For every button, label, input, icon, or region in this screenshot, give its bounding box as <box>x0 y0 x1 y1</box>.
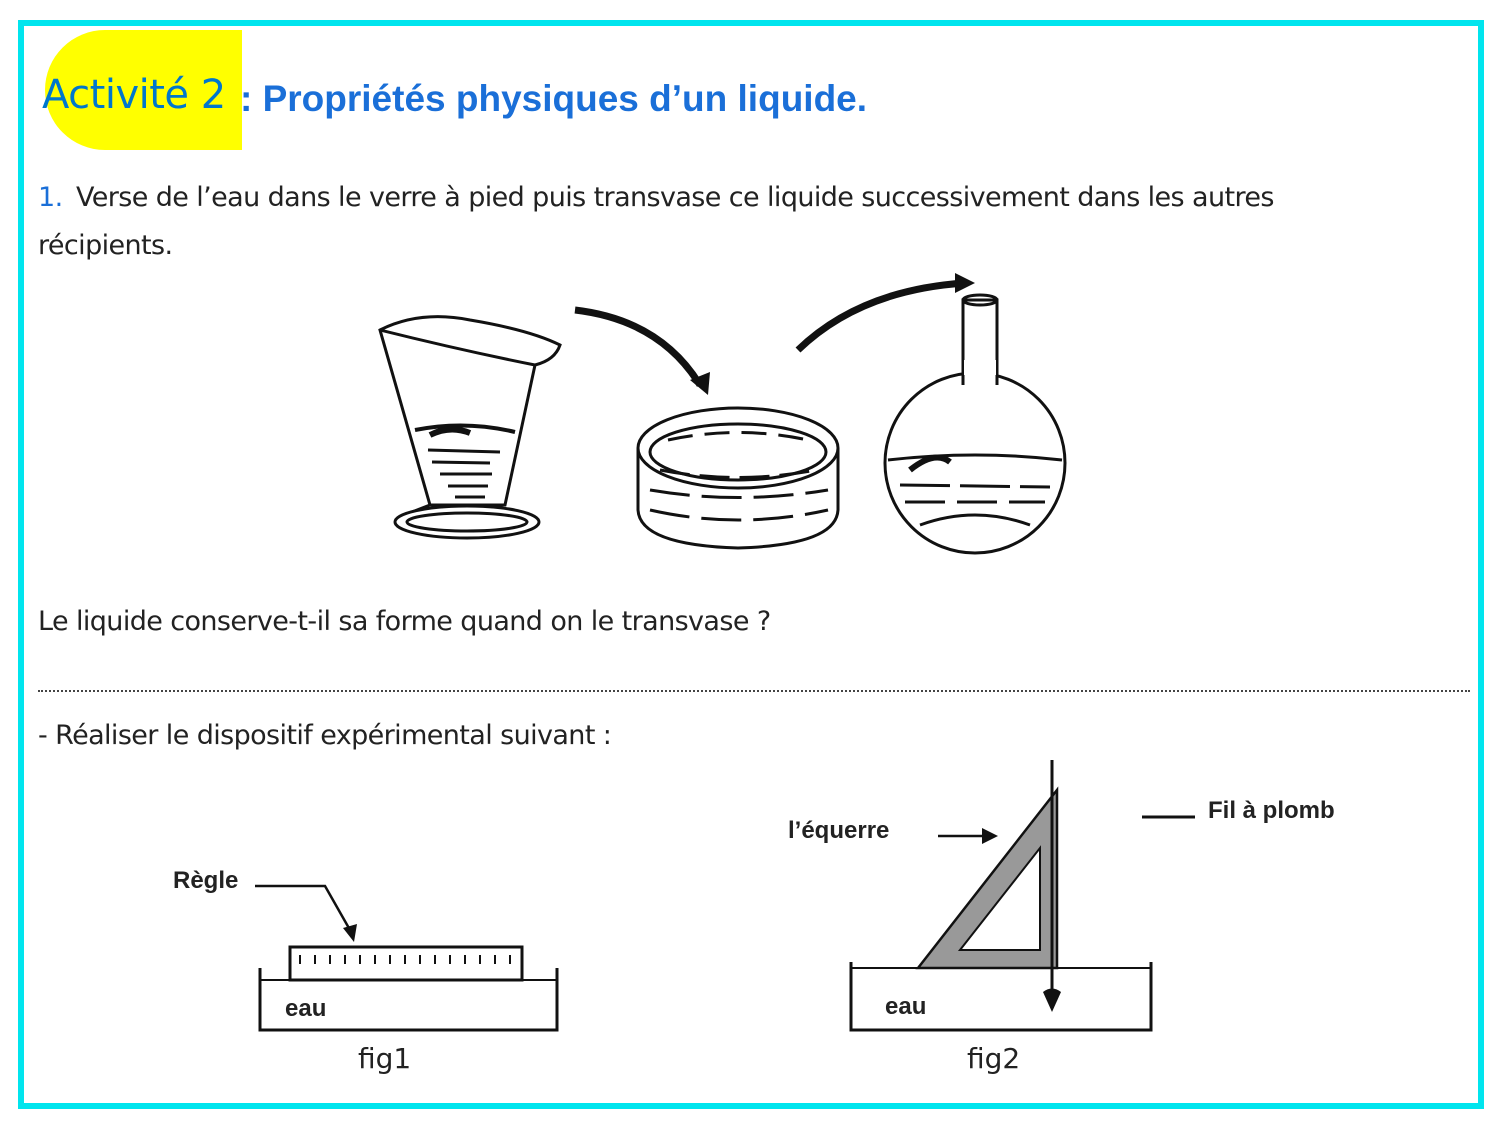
plumb-line-label: Fil à plomb <box>1208 797 1335 824</box>
water-label: eau <box>885 993 927 1020</box>
question-text-line1: Verse de l’eau dans le verre à pied puis transvase ce liquide successivement dans les autres <box>76 182 1274 213</box>
dish-illustration <box>638 408 838 548</box>
pour-arrow-2 <box>798 273 975 350</box>
fig1-diagram <box>173 867 557 1075</box>
fig2-diagram <box>788 760 1335 1075</box>
question-number: 1. <box>38 182 63 213</box>
figure-caption: fig2 <box>967 1042 1021 1075</box>
activity-number: Activité 2 <box>42 72 226 118</box>
instruction-text: - Réaliser le dispositif expérimental suivant : <box>38 720 612 751</box>
round-flask-illustration <box>885 295 1065 553</box>
figure-caption: fig1 <box>358 1042 412 1075</box>
conical-glass-illustration <box>380 317 560 538</box>
answer-line <box>38 690 1470 692</box>
question-form: Le liquide conserve-t-il sa forme quand on le transvase ? <box>38 606 771 637</box>
question-text-line2: récipients. <box>38 230 173 261</box>
water-label: eau <box>285 995 327 1022</box>
page-title: : Propriétés physiques d’un liquide. <box>240 78 868 119</box>
pour-arrow-1 <box>575 310 710 395</box>
square-label: l’équerre <box>788 817 890 844</box>
ruler-label: Règle <box>173 867 239 894</box>
